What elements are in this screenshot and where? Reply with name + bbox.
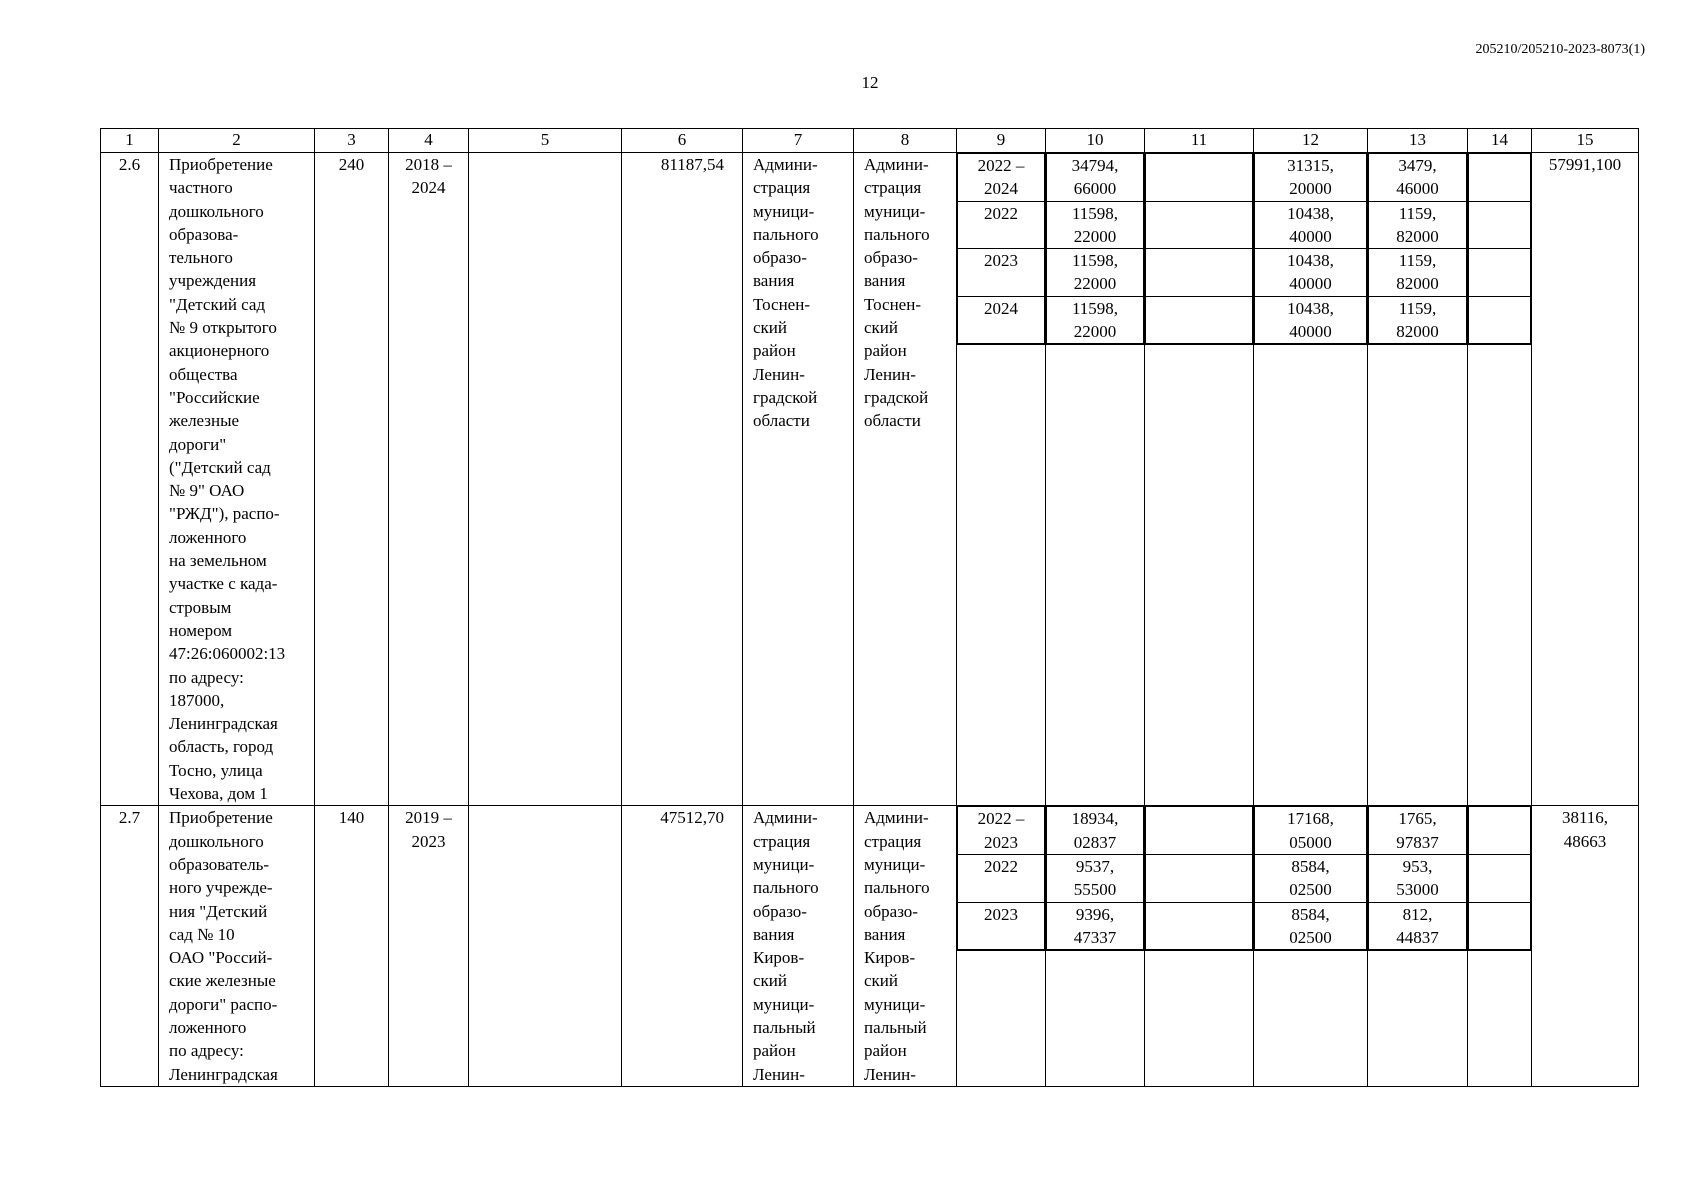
cell-line: тельного <box>169 248 233 268</box>
recipient-cell <box>854 153 957 806</box>
cell-line: градской <box>864 387 929 407</box>
cell-line: 11598, <box>1071 251 1119 271</box>
cell-line: пальный <box>864 1017 927 1037</box>
cell-line: район <box>753 341 796 361</box>
cell-line: по адресу: <box>169 667 244 687</box>
object-name-cell <box>159 153 315 806</box>
cell-line: образова- <box>169 224 239 244</box>
cell-line: ("Детский сад <box>169 457 271 477</box>
cell-line: 34794, <box>1071 156 1119 175</box>
cell-line: сад № 10 <box>169 924 235 944</box>
capacity-cell: 140 <box>315 806 389 1087</box>
col9-year-cell <box>958 249 1045 297</box>
cell-line: ские железные <box>169 971 276 991</box>
cell-line: 3479, <box>1398 156 1437 175</box>
cell-line: 187000, <box>169 690 225 710</box>
col11-year-cell <box>1146 902 1253 950</box>
cell-line: ский <box>753 318 787 338</box>
col13-year-cell <box>1369 154 1467 202</box>
cell-line: "Российские <box>169 387 260 407</box>
recipient-cell <box>854 806 957 1087</box>
col12-subcells <box>1254 153 1368 806</box>
col12-year-cell <box>1255 854 1367 902</box>
cell-line: Тосно, улица <box>169 760 263 780</box>
cell-line: 10438, <box>1287 298 1334 318</box>
cell-line: Ленинградская <box>169 714 278 734</box>
col12-year-cell <box>1255 296 1367 344</box>
cell-line: 22000 <box>1073 322 1117 342</box>
cell-line: 2019 – <box>405 808 452 828</box>
cell-line: ложенного <box>169 1017 247 1037</box>
cell-line: № 9" ОАО <box>169 481 245 501</box>
column-header: 12 <box>1254 129 1368 153</box>
col9-year-cell <box>958 296 1045 344</box>
cell-line: ложенного <box>169 527 247 547</box>
column-header: 3 <box>315 129 389 153</box>
cell-line: Ленин- <box>753 364 805 384</box>
col9-year-cell <box>958 807 1045 855</box>
col13-year-cell <box>1369 807 1467 855</box>
cell-line: 9396, <box>1075 904 1115 924</box>
cell-line: 48663 <box>1563 831 1607 851</box>
cell-line: пальный <box>753 1017 816 1037</box>
header-row <box>101 129 1639 153</box>
cell-line: 82000 <box>1396 322 1439 342</box>
cell-line: муници- <box>864 854 926 874</box>
cell-line: области <box>864 411 921 431</box>
column-header: 1 <box>101 129 159 153</box>
col5-cell <box>469 806 622 1087</box>
total-cell <box>1532 806 1639 1087</box>
cell-line: район <box>864 1041 907 1061</box>
col13-year-cell <box>1369 902 1467 950</box>
cell-line: дороги" <box>169 434 227 454</box>
cell-line: 1765, <box>1398 809 1437 829</box>
cell-line: 2024 <box>411 178 446 198</box>
cell-line: 812, <box>1402 904 1433 924</box>
col14-year-cell <box>1469 807 1531 855</box>
total-cell <box>1532 153 1639 806</box>
cell-line: ский <box>864 971 898 991</box>
cell-line: 2024 <box>984 179 1018 199</box>
cell-line: дороги" распо- <box>169 994 278 1014</box>
cell-line: 2018 – <box>405 155 452 174</box>
col13-year-cell <box>1369 854 1467 902</box>
cell-line: Киров- <box>753 948 805 968</box>
col11-year-cell <box>1146 249 1253 297</box>
cell-line: пального <box>864 878 930 898</box>
cell-line: пального <box>753 878 819 898</box>
cell-line: Админи- <box>753 808 818 828</box>
col10-subcells <box>1046 806 1145 1087</box>
col11-year-cell <box>1146 154 1253 202</box>
col5-cell <box>469 153 622 806</box>
cell-line: Тоснен- <box>864 294 921 314</box>
cell-line: 8584, <box>1291 904 1330 924</box>
col13-year-cell <box>1369 296 1467 344</box>
customer-cell <box>743 153 854 806</box>
cell-line: 2023 <box>984 904 1018 924</box>
cell-line: ский <box>864 318 898 338</box>
cell-line: Ленин- <box>864 364 916 384</box>
column-header: 5 <box>469 129 622 153</box>
cell-line: муници- <box>753 854 815 874</box>
cell-line: 05000 <box>1289 832 1332 852</box>
cell-line: общества <box>169 364 238 384</box>
cell-line: Ленинградская <box>169 1064 278 1084</box>
cell-line: Чехова, дом 1 <box>169 784 268 804</box>
column-header: 9 <box>957 129 1046 153</box>
cell-line: участке с када- <box>169 574 278 594</box>
cell-line: страция <box>864 178 922 198</box>
cell-line: Админи- <box>864 808 929 828</box>
column-header: 8 <box>854 129 957 153</box>
cell-line: 2022 <box>984 856 1018 876</box>
cell-line: пального <box>753 224 819 244</box>
cell-line: дошкольного <box>169 831 264 851</box>
cell-line: область, город <box>169 737 274 757</box>
cell-line: Киров- <box>864 948 916 968</box>
cell-line: 1159, <box>1398 203 1437 223</box>
cell-line: 8584, <box>1291 856 1330 876</box>
col13-subcells <box>1368 806 1468 1087</box>
col11-year-cell <box>1146 201 1253 249</box>
cell-line: район <box>864 341 907 361</box>
cell-line: страция <box>864 831 922 851</box>
cell-line: номером <box>169 620 233 640</box>
cell-line: 47:26:060002:13 <box>169 644 286 664</box>
column-header: 2 <box>159 129 315 153</box>
cell-line: 31315, <box>1287 156 1334 175</box>
col10-year-cell <box>1047 249 1144 297</box>
cell-line: 2022 – <box>977 156 1025 175</box>
cell-line: учреждения <box>169 271 257 291</box>
cell-line: 47337 <box>1073 927 1117 947</box>
cell-line: муници- <box>753 994 815 1014</box>
cell-line: "Детский сад <box>169 294 266 314</box>
page-number: 12 <box>861 73 879 92</box>
column-header: 10 <box>1046 129 1145 153</box>
cell-line: муници- <box>864 994 926 1014</box>
column-header: 4 <box>389 129 469 153</box>
cost-cell: 81187,54 <box>622 153 743 806</box>
cell-line: 11598, <box>1071 298 1119 318</box>
col12-year-cell <box>1255 902 1367 950</box>
cell-line: железные <box>169 411 240 431</box>
col14-year-cell <box>1469 902 1531 950</box>
col14-subcells <box>1468 806 1532 1087</box>
cell-line: 02837 <box>1073 832 1117 852</box>
cell-line: 40000 <box>1289 226 1332 246</box>
cell-line: градской <box>753 387 818 407</box>
cell-line: 55500 <box>1073 880 1117 900</box>
col9-year-cell <box>958 201 1045 249</box>
col9-subcells <box>957 806 1046 1087</box>
col9-year-cell <box>958 154 1045 202</box>
col12-year-cell <box>1255 154 1367 202</box>
cell-line: акционерного <box>169 341 270 361</box>
cell-line: 97837 <box>1396 832 1439 852</box>
document-id: 205210/205210-2023-8073(1) <box>1475 42 1645 57</box>
col14-year-cell <box>1469 201 1531 249</box>
table-row <box>101 806 1639 1087</box>
column-header: 15 <box>1532 129 1639 153</box>
capacity-cell: 240 <box>315 153 389 806</box>
cell-line: 1159, <box>1398 298 1437 318</box>
col10-year-cell <box>1047 296 1144 344</box>
cell-line: вания <box>864 271 906 291</box>
cell-line: ного учрежде- <box>169 878 273 898</box>
period-cell <box>389 153 469 806</box>
cell-line: № 9 открытого <box>169 318 277 338</box>
cell-line: Ленин- <box>864 1064 916 1084</box>
cell-line: дошкольного <box>169 201 264 221</box>
cell-line: пального <box>864 224 930 244</box>
cell-line: 2023 <box>984 832 1018 852</box>
col11-year-cell <box>1146 296 1253 344</box>
col9-subcells <box>957 153 1046 806</box>
cost-cell: 47512,70 <box>622 806 743 1087</box>
cell-line: вания <box>753 271 795 291</box>
cell-line: на земельном <box>169 551 267 571</box>
cell-line: 10438, <box>1287 251 1334 271</box>
cell-line: 02500 <box>1289 880 1332 900</box>
cell-line: 66000 <box>1073 179 1117 199</box>
cell-line: 53000 <box>1396 880 1439 900</box>
cell-line: вания <box>864 924 906 944</box>
column-header: 13 <box>1368 129 1468 153</box>
cell-line: Админи- <box>753 155 818 174</box>
cell-line: 22000 <box>1073 226 1117 246</box>
cell-line: 2024 <box>984 298 1018 318</box>
cell-line: образо- <box>864 901 918 921</box>
col12-subcells <box>1254 806 1368 1087</box>
col11-year-cell <box>1146 807 1253 855</box>
cell-line: 02500 <box>1289 927 1332 947</box>
cell-line: 9537, <box>1075 856 1115 876</box>
cell-line: 44837 <box>1396 927 1439 947</box>
table-body <box>101 153 1639 1087</box>
cell-line: 2022 <box>984 203 1018 223</box>
cell-line: области <box>753 411 810 431</box>
cell-line: образователь- <box>169 854 270 874</box>
cell-line: "РЖД"), распо- <box>169 504 280 524</box>
cell-line: Приобретение <box>169 155 273 174</box>
cell-line: 2023 <box>984 251 1018 271</box>
col10-year-cell <box>1047 154 1144 202</box>
cell-line: частного <box>169 178 233 198</box>
cell-line: 46000 <box>1396 179 1439 199</box>
col13-year-cell <box>1369 249 1467 297</box>
cell-line: 18934, <box>1071 809 1119 829</box>
col10-subcells <box>1046 153 1145 806</box>
row-number-cell: 2.6 <box>101 153 159 806</box>
cell-line: вания <box>753 924 795 944</box>
cell-line: 57991,100 <box>1548 155 1622 174</box>
cell-line: Приобретение <box>169 808 273 828</box>
col10-year-cell <box>1047 807 1144 855</box>
column-header: 6 <box>622 129 743 153</box>
object-name-cell <box>159 806 315 1087</box>
column-header: 11 <box>1145 129 1254 153</box>
cell-line: 10438, <box>1287 203 1334 223</box>
col14-year-cell <box>1469 854 1531 902</box>
col10-year-cell <box>1047 854 1144 902</box>
col14-subcells <box>1468 153 1532 806</box>
cell-line: стровым <box>169 597 232 617</box>
cell-line: 953, <box>1402 856 1433 876</box>
col11-subcells <box>1145 153 1254 806</box>
cell-line: по адресу: <box>169 1041 244 1061</box>
column-header: 14 <box>1468 129 1532 153</box>
cell-line: страция <box>753 831 811 851</box>
cell-line: 17168, <box>1287 809 1334 829</box>
cell-line: образо- <box>864 248 918 268</box>
cell-line: 20000 <box>1289 179 1332 199</box>
cell-line: 82000 <box>1396 226 1439 246</box>
col9-year-cell <box>958 854 1045 902</box>
cell-line: 82000 <box>1396 274 1439 294</box>
cell-line: страция <box>753 178 811 198</box>
cell-line: 11598, <box>1071 203 1119 223</box>
cell-line: Админи- <box>864 155 929 174</box>
cell-line: 22000 <box>1073 274 1117 294</box>
cell-line: 40000 <box>1289 322 1332 342</box>
cell-line: ОАО "Россий- <box>169 948 273 968</box>
table-row <box>101 153 1639 806</box>
col14-year-cell <box>1469 296 1531 344</box>
row-number-cell: 2.7 <box>101 806 159 1087</box>
cell-line: Ленин- <box>753 1064 805 1084</box>
cell-line: 40000 <box>1289 274 1332 294</box>
col10-year-cell <box>1047 902 1144 950</box>
data-table <box>100 128 1639 1087</box>
col13-subcells <box>1368 153 1468 806</box>
cell-line: муници- <box>864 201 926 221</box>
cell-line: 1159, <box>1398 251 1437 271</box>
cell-line: муници- <box>753 201 815 221</box>
col12-year-cell <box>1255 807 1367 855</box>
cell-line: 38116, <box>1561 808 1609 828</box>
column-header: 7 <box>743 129 854 153</box>
cell-line: образо- <box>753 248 807 268</box>
cell-line: ский <box>753 971 787 991</box>
col11-year-cell <box>1146 854 1253 902</box>
cell-line: Тоснен- <box>753 294 810 314</box>
col12-year-cell <box>1255 201 1367 249</box>
cell-line: ния "Детский <box>169 901 268 921</box>
col14-year-cell <box>1469 249 1531 297</box>
cell-line: 2022 – <box>977 809 1025 829</box>
customer-cell <box>743 806 854 1087</box>
col9-year-cell <box>958 902 1045 950</box>
cell-line: 2023 <box>411 831 446 851</box>
col12-year-cell <box>1255 249 1367 297</box>
cell-line: образо- <box>753 901 807 921</box>
col11-subcells <box>1145 806 1254 1087</box>
cell-line: район <box>753 1041 796 1061</box>
col10-year-cell <box>1047 201 1144 249</box>
period-cell <box>389 806 469 1087</box>
col13-year-cell <box>1369 201 1467 249</box>
col14-year-cell <box>1469 154 1531 202</box>
